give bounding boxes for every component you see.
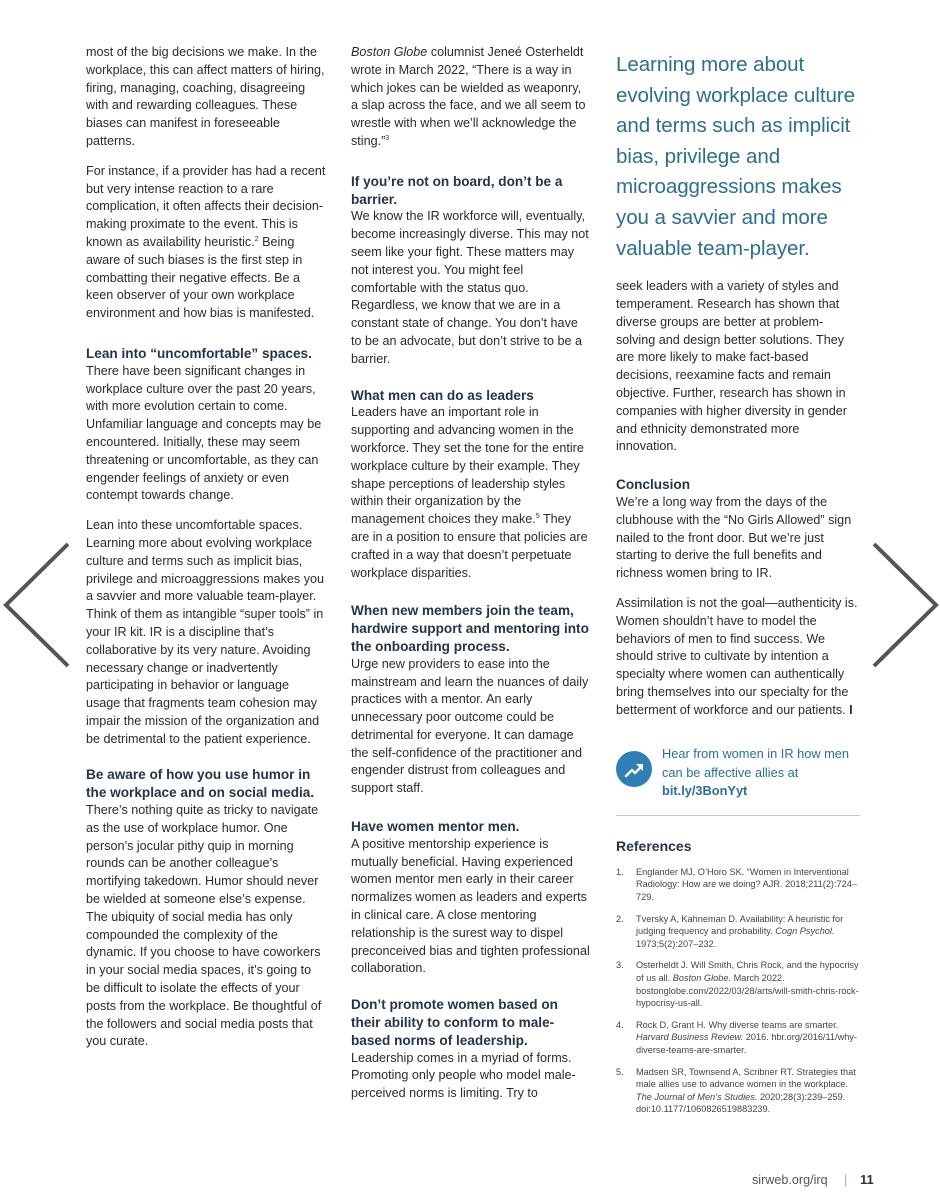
paragraph-text: columnist Jeneé Osterheldt wrote in March 2022, “There is a way in which jokes can be wielded as weaponry, a slap across the face, and we all seem to wrestle with when we’ll acknowledge the sting.” <box>351 45 586 148</box>
callout-label: Hear from women in IR how men can be affective allies at <box>662 746 850 780</box>
reference-journal: Boston Globe. <box>672 972 732 983</box>
reference-number: 2. <box>616 913 624 924</box>
footnote-ref: 5 <box>535 512 540 520</box>
section-heading: Lean into “uncomfortable” spaces. <box>86 345 312 361</box>
reference-text: Rock D, Grant H. Why diverse teams are smarter. <box>636 1019 839 1030</box>
references <box>616 838 860 1116</box>
reference-item <box>616 1066 860 1116</box>
reference-journal: Harvard Business Review. <box>636 1032 744 1043</box>
reference-text: Tversky A, Kahneman D. Availability: A heuristic for judging frequency and probability. <box>636 913 844 937</box>
reference-number: 3. <box>616 960 624 971</box>
reference-list <box>616 866 860 1116</box>
reference-journal: Cogn Psychol. <box>775 926 835 937</box>
section-heading: When new members join the team, hardwire support and mentoring into the onboarding process. <box>351 603 589 654</box>
reference-text: 1973;5(2):207–232. <box>636 938 717 949</box>
paragraph <box>616 595 860 720</box>
reference-text: Osterheldt J. Will Smith, Chris Rock, and the hypocrisy of us all. <box>636 960 859 983</box>
callout-box <box>616 745 860 816</box>
column-3 <box>616 50 860 1125</box>
page-number: 11 <box>860 1172 874 1187</box>
paragraph: most of the big decisions we make. In the workplace, this can affect matters of hiring, firing, managing, coaching, disagreeing with and rewarding colleagues. These biases can manifest in foreseeable patterns. <box>86 45 325 148</box>
reference-text: 2016. hbr.org/2016/11/why-diverse-teams-are-smarter. <box>636 1032 857 1055</box>
arrow-up-right-icon <box>616 751 652 787</box>
reference-journal: The Journal of Men’s Studies. <box>636 1091 758 1102</box>
publication-name: Boston Globe <box>351 45 428 59</box>
paragraph-text: They are in a position to ensure that policies are crafted in a way that doesn’t perpetuate workplace disparities. <box>351 512 588 580</box>
end-mark: I <box>849 702 853 717</box>
page-footer <box>700 1172 900 1192</box>
reference-item <box>616 866 860 904</box>
reference-item <box>616 959 860 1009</box>
paragraph <box>86 163 326 323</box>
reference-number: 1. <box>616 866 624 877</box>
paragraph: We know the IR workforce will, eventually, become increasingly diverse. This may not seem like your fight. These matters may not interest you. You might feel comfortable with the status quo. Regardless, we know that we are in a constant state of change. You don’t have to be an advocate, but don’t strive to be a barrier. <box>351 209 589 366</box>
reference-item <box>616 913 860 951</box>
paragraph <box>351 44 591 151</box>
paragraph: Lean into these uncomfortable spaces. Learning more about evolving workplace culture and terms such as implicit bias, privilege and microaggressions makes you a savvier and more valuable team-player. Think of them as intangible “super tools” in your IR kit. IR is a discipline that’s collaborative by its very nature. Avoiding necessary change or inadvertently participating in behavior or language usage that fragments team cohesion may impair the mission of the organization and be detrimental to the patient experience. <box>86 518 324 746</box>
callout-link[interactable]: bit.ly/3BonYyt <box>662 783 748 799</box>
section-heading: Conclusion <box>616 477 691 493</box>
paragraph-text: Leaders have an important role in supporting and advancing women in the workforce. They set the tone for the entire workplace culture by their example. They shape perceptions of leadership styles within their organization by the management choices they make. <box>351 405 584 527</box>
references-heading: References <box>616 837 692 854</box>
paragraph-text: Being aware of such biases is the first step in combatting their negative effects. Be a keen observer of your own workplace environment and how bias is manifested. <box>86 234 315 321</box>
section-heading: Don’t promote women based on their ability to conform to male-based norms of leadership. <box>351 997 558 1048</box>
paragraph: We’re a long way from the days of the clubhouse with the “No Girls Allowed” sign nailed to the front door. But we’re just starting to derive the full benefits and richness women bring to IR. <box>616 494 852 581</box>
section-heading: What men can do as leaders <box>351 387 534 403</box>
paragraph: A positive mentorship experience is mutually beneficial. Having experienced women mentor men early in their career normalizes women as leaders and experts in clinical care. A close mentoring relationship is the surest way to dispel preconceived bias and tighten professional collaboration. <box>351 836 590 976</box>
section-heading: If you’re not on board, don’t be a barrier. <box>351 173 563 207</box>
section-heading: Have women mentor men. <box>351 819 520 835</box>
paragraph <box>351 404 591 582</box>
reference-text: Madsen SR, Townsend A, Scribner RT. Strategies that male allies use to advance women in the workplace. <box>636 1066 856 1090</box>
paragraph-text: For instance, if a provider has had a recent but very intense reaction to a rare complication, it often affects their decision-making proximate to the event. This is known as availability heuristic. <box>86 163 326 249</box>
section-heading: Be aware of how you use humor in the workplace and on social media. <box>86 767 315 801</box>
reference-item <box>616 1019 860 1057</box>
reference-number: 5. <box>616 1066 624 1077</box>
paragraph: Leadership comes in a myriad of forms. Promoting only people who model male-perceived norms is limiting. Try to <box>351 1050 576 1101</box>
reference-text: Englander MJ, O’Horo SK. “Women in Interventional Radiology: How are we doing? AJR. 2018;211(2):724–729. <box>636 866 857 902</box>
column-2 <box>351 44 591 1115</box>
reference-text: March 2022. bostonglobe.com/2022/03/28/arts/will-smith-chris-rock-hypocrisy-us-all. <box>636 972 859 1009</box>
paragraph-text: Assimilation is not the goal—authenticity is. Women shouldn’t have to model the behaviors of men to find success. We should strive to cultivate by intention a specialty where women can authentically bring themselves into our specialty for the betterment of workforce and our patients. <box>616 595 858 717</box>
footer-url: sirweb.org/irq <box>752 1173 828 1187</box>
footnote-ref: 2 <box>254 235 259 243</box>
column-1 <box>86 44 326 1063</box>
paragraph: seek leaders with a variety of styles and temperament. Research has shown that diverse groups are better at problem-solving and design better solutions. They are more likely to make fact-based decisions, reexamine facts and remain objective. Further, research has shown in companies with higher diversity in gender and ethnicity demonstrated more innovation. <box>616 279 848 454</box>
chevron-right-icon[interactable] <box>868 540 940 670</box>
footnote-ref: 3 <box>385 134 390 142</box>
paragraph: There’s nothing quite as tricky to navigate as the use of workplace humor. One person’s jocular pithy quip in morning rounds can be another colleague’s mortifying takedown. Humor should never be wielded at someone else’s expense. The ubiquity of social media has only compounded the complexity of the dynamic. If you choose to have coworkers in your social media spaces, it’s going to be difficult to isolate the effects of your posts from the workplace. Be thoughtful of the followers and social media posts that you curate. <box>86 803 322 1049</box>
reference-text: 2020;28(3):239–259. doi:10.1177/1060826519883239. <box>636 1091 846 1115</box>
paragraph: Urge new providers to ease into the mainstream and learn the nuances of daily practices with a mentor. An early unnecessary poor outcome could be detrimental for everyone. It can damage the self-confidence of the practitioner and engender distrust from colleagues and support staff. <box>351 656 589 796</box>
paragraph: There have been significant changes in workplace culture over the past 20 years, with more evolution certain to come. Unfamiliar language and concepts may be encountered. Initially, these may seem threatening or uncomfortable, as they can engender feelings of anxiety or even contempt towards change. <box>86 363 322 503</box>
pull-quote: Learning more about evolving workplace culture and terms such as implicit bias, privilege and microaggressions makes you a savvier and more valuable team-player. <box>616 53 855 260</box>
callout-text <box>662 745 860 801</box>
reference-number: 4. <box>616 1019 624 1030</box>
chevron-left-icon[interactable] <box>0 540 74 670</box>
footer-separator: | <box>844 1173 848 1187</box>
